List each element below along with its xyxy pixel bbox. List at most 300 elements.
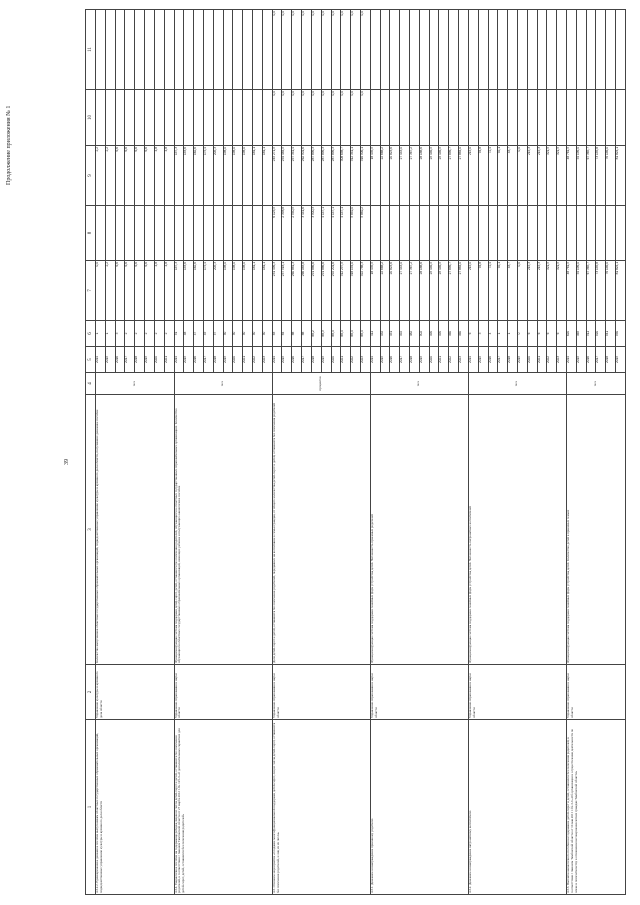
value-cell: 27 443,0: [400, 261, 410, 321]
indicator-cell: Функционирующая система поддержки семейных форм устройства детей. Количество детей в приемных семьях: [567, 395, 626, 665]
value-cell: 29 446,5: [439, 146, 449, 206]
table-row: [567, 10, 577, 895]
value-cell: 4 147,1: [321, 206, 331, 261]
value-cell: 4,8: [164, 261, 174, 321]
value-cell: [449, 10, 459, 90]
value-cell: 2,2: [96, 146, 106, 206]
year-cell: 2015: [380, 347, 390, 373]
year-cell: 2014: [468, 347, 478, 373]
value-cell: 321,9: [547, 261, 557, 321]
value-cell: [223, 10, 233, 90]
section-code-cell: 4.3. Основное мероприятие «Создание многофункциональной поддержки детей-сирот, лиц из числа детей-сирот, оставшихся без попечения родителей, и лиц из их числа»: [272, 720, 370, 895]
year-cell: 2022: [449, 347, 459, 373]
executor-cell: Управление образования и науки области: [567, 665, 626, 720]
value-cell: 27 856,7: [449, 146, 459, 206]
value-cell: 6,6: [135, 261, 145, 321]
value-cell: 29 446,5: [439, 261, 449, 321]
value-cell: [135, 206, 145, 261]
value-cell: 175,4: [203, 261, 213, 321]
value-cell: 0,0: [341, 10, 351, 90]
value-cell: 27 856,7: [449, 261, 459, 321]
value-cell: [616, 206, 626, 261]
value-cell: [468, 206, 478, 261]
executor-cell: Управление образования и науки области: [272, 665, 370, 720]
value-cell: [410, 206, 420, 261]
value-cell: 1: [96, 321, 106, 347]
value-cell: 6: [537, 321, 547, 347]
value-cell: [203, 206, 213, 261]
value-cell: 6: [547, 321, 557, 347]
value-cell: [596, 206, 606, 261]
executor-cell: Управление культуры и архивного дела области: [96, 665, 175, 720]
col-number: 4: [86, 373, 96, 395]
page-number: 39: [64, 459, 70, 465]
year-cell: 2017: [498, 347, 508, 373]
value-cell: 0,0: [292, 90, 302, 146]
value-cell: 0,0: [302, 10, 312, 90]
value-cell: 27 884,0: [459, 261, 469, 321]
value-cell: [596, 90, 606, 146]
section-code-cell: 4.3.4. Ежемесячное пособие на содержание ребенка лицам из числа детей-сирот и детей, оставшихся без попечения родителей, в соответствии с Законом Тамбовской области от 27 марта 2012 г. № 125-З «О дополнительных гарантиях для детей-сирот, детей, оставшихся без попечения родителей»: [174, 720, 272, 895]
value-cell: [203, 10, 213, 90]
value-cell: 219,3: [537, 261, 547, 321]
value-cell: 50: [262, 321, 272, 347]
value-cell: 43,7: [508, 261, 518, 321]
value-cell: [478, 206, 488, 261]
value-cell: [478, 10, 488, 90]
year-cell: 2018: [508, 347, 518, 373]
year-cell: 2020: [429, 347, 439, 373]
indicator-cell: Функционирующая система поддержки семейных форм устройства детей. Численность патронатных воспитателей: [468, 395, 566, 665]
year-cell: 2015: [105, 347, 115, 373]
value-cell: [370, 206, 380, 261]
value-cell: 411: [370, 321, 380, 347]
year-cell: 2023: [360, 347, 370, 373]
section-code-cell: 4.3.3. Выплата ежемесячного пособия на содержание детей-сирот и детей, оставшихся без попечения родителей, в соответствии с Законом Тамбовской области от 10 мая 2011 г. № 3-З «Об организации и осуществлении деятельности по опеке и попечительству в отношении несовершеннолетних граждан Тамбовской области»: [567, 720, 626, 895]
value-cell: 0,0: [311, 90, 321, 146]
value-cell: [154, 206, 164, 261]
value-cell: [135, 10, 145, 90]
col-number: 6: [86, 321, 96, 347]
value-cell: 162,6: [194, 261, 204, 321]
value-cell: 4 147,1: [331, 206, 341, 261]
value-cell: [488, 206, 498, 261]
value-cell: [115, 206, 125, 261]
year-cell: 2018: [606, 347, 616, 373]
value-cell: [547, 90, 557, 146]
year-cell: 2015: [184, 347, 194, 373]
value-cell: 2,2: [105, 146, 115, 206]
value-cell: 18 435,5: [370, 261, 380, 321]
indicator-cell: Количество выпускников областных государственных образовательных организаций, подведомственных управлению культуры и архивного дела области, получивших денежное пособие: [96, 395, 175, 665]
value-cell: [410, 10, 420, 90]
value-cell: [576, 206, 586, 261]
value-cell: [105, 10, 115, 90]
value-cell: 205,3: [213, 261, 223, 321]
value-cell: [194, 90, 204, 146]
value-cell: [262, 10, 272, 90]
value-cell: [537, 10, 547, 90]
value-cell: 76 146,0: [606, 146, 616, 206]
value-cell: 88,4: [360, 321, 370, 347]
value-cell: [517, 206, 527, 261]
value-cell: 205,3: [213, 146, 223, 206]
year-cell: 2022: [351, 347, 361, 373]
value-cell: [253, 90, 263, 146]
value-cell: 4: [488, 321, 498, 347]
value-cell: 0,0: [517, 261, 527, 321]
value-cell: 257 341,4: [292, 146, 302, 206]
value-cell: [184, 90, 194, 146]
value-cell: [380, 206, 390, 261]
value-cell: 0: [517, 321, 527, 347]
value-cell: [243, 10, 253, 90]
value-cell: 6,6: [115, 261, 125, 321]
value-cell: 5 882,2: [360, 206, 370, 261]
year-cell: 2019: [616, 347, 626, 373]
value-cell: 198,0: [233, 261, 243, 321]
value-cell: [370, 10, 380, 90]
value-cell: 0,0: [360, 90, 370, 146]
value-cell: 198,0: [233, 146, 243, 206]
value-cell: 0,0: [321, 10, 331, 90]
value-cell: [439, 206, 449, 261]
value-cell: 48 761,5: [567, 261, 577, 321]
value-cell: 2,2: [105, 261, 115, 321]
year-cell: 2016: [292, 347, 302, 373]
value-cell: 219,3: [527, 261, 537, 321]
value-cell: 0,0: [321, 90, 331, 146]
value-cell: 520: [596, 321, 606, 347]
value-cell: 219,3: [527, 146, 537, 206]
value-cell: 0,0: [282, 90, 292, 146]
year-cell: 2017: [125, 347, 135, 373]
value-cell: 502: [419, 321, 429, 347]
value-cell: 94,8: [478, 261, 488, 321]
table-row: [468, 10, 478, 895]
value-cell: 6: [527, 321, 537, 347]
value-cell: 1: [498, 321, 508, 347]
value-cell: [164, 206, 174, 261]
value-cell: [145, 206, 155, 261]
value-cell: 27 367,2: [410, 146, 420, 206]
value-cell: 48: [184, 321, 194, 347]
value-cell: 73 155,8: [596, 146, 606, 206]
table-row: [96, 10, 106, 895]
value-cell: [459, 90, 469, 146]
value-cell: [164, 10, 174, 90]
value-cell: [517, 90, 527, 146]
value-cell: 0,0: [292, 10, 302, 90]
indicator-cell: Доля детей-сирот и детей, оставшихся без попечения родителей, переданных на воспитание в семьи граждан, от общего количества детей-сирот и детей, оставшихся без попечения родителей: [272, 395, 370, 665]
value-cell: [380, 90, 390, 146]
year-cell: 2015: [478, 347, 488, 373]
value-cell: 28 188,6: [419, 146, 429, 206]
value-cell: 6,6: [125, 261, 135, 321]
value-cell: 88,4: [341, 321, 351, 347]
value-cell: [154, 90, 164, 146]
value-cell: 287 896,3: [311, 146, 321, 206]
value-cell: [508, 206, 518, 261]
value-cell: 27 443,0: [400, 146, 410, 206]
value-cell: 54 196,0: [576, 261, 586, 321]
value-cell: [517, 10, 527, 90]
value-cell: [390, 10, 400, 90]
value-cell: [439, 10, 449, 90]
value-cell: 0,0: [96, 261, 106, 321]
year-cell: 2019: [145, 347, 155, 373]
year-cell: 2016: [488, 347, 498, 373]
value-cell: [586, 90, 596, 146]
value-cell: 0,0: [302, 90, 312, 146]
value-cell: [576, 10, 586, 90]
value-cell: 27 884,0: [459, 146, 469, 206]
value-cell: 83: [272, 321, 282, 347]
value-cell: 92,1: [498, 146, 508, 206]
value-cell: 2: [164, 321, 174, 347]
value-cell: [184, 206, 194, 261]
year-cell: 2016: [390, 347, 400, 373]
value-cell: 181,1: [253, 146, 263, 206]
value-cell: 57: [213, 321, 223, 347]
col-number: 3: [86, 395, 96, 665]
col-number: 1: [86, 720, 96, 895]
value-cell: 0,0: [311, 10, 321, 90]
value-cell: [223, 206, 233, 261]
value-cell: [262, 206, 272, 261]
year-cell: 2019: [321, 347, 331, 373]
value-cell: [498, 10, 508, 90]
value-cell: [459, 10, 469, 90]
value-cell: 287 896,3: [321, 146, 331, 206]
value-cell: 321,9: [557, 146, 567, 206]
value-cell: 88: [302, 321, 312, 347]
value-cell: 6,6: [115, 146, 125, 206]
year-cell: 2021: [243, 347, 253, 373]
value-cell: [233, 206, 243, 261]
value-cell: 22 668,2: [380, 261, 390, 321]
value-cell: 6: [468, 321, 478, 347]
value-cell: [419, 206, 429, 261]
value-cell: 73 155,8: [596, 261, 606, 321]
unit-cell: чел.: [468, 373, 566, 395]
value-cell: [586, 10, 596, 90]
value-cell: 3: [478, 321, 488, 347]
value-cell: 4,8: [164, 146, 174, 206]
year-cell: 2021: [341, 347, 351, 373]
value-cell: 0,0: [351, 90, 361, 146]
value-cell: 3 441,6: [302, 206, 312, 261]
value-cell: [96, 10, 106, 90]
value-cell: 181,1: [253, 261, 263, 321]
executor-cell: Управление образования и науки области: [174, 665, 272, 720]
value-cell: 43,7: [508, 146, 518, 206]
value-cell: 198,0: [223, 261, 233, 321]
value-cell: 316 906,1: [360, 146, 370, 206]
value-cell: 88,4: [351, 321, 361, 347]
value-cell: [154, 10, 164, 90]
column-number-row: [86, 10, 96, 895]
value-cell: 2: [135, 321, 145, 347]
year-cell: 2018: [213, 347, 223, 373]
value-cell: [233, 90, 243, 146]
value-cell: 254 484,5: [282, 146, 292, 206]
value-cell: [557, 206, 567, 261]
value-cell: [105, 206, 115, 261]
table-row: [370, 10, 380, 895]
unit-cell: чел.: [174, 373, 272, 395]
value-cell: [400, 90, 410, 146]
value-cell: [213, 10, 223, 90]
value-cell: [616, 10, 626, 90]
year-cell: 2016: [194, 347, 204, 373]
col-number: 7: [86, 261, 96, 321]
value-cell: 1: [508, 321, 518, 347]
value-cell: [213, 90, 223, 146]
value-cell: [174, 90, 184, 146]
value-cell: 451: [390, 321, 400, 347]
value-cell: 2 540,9: [292, 206, 302, 261]
col-number: 5: [86, 347, 96, 373]
value-cell: [262, 90, 272, 146]
value-cell: 50: [223, 321, 233, 347]
value-cell: [567, 206, 577, 261]
value-cell: [164, 90, 174, 146]
value-cell: 157,3: [174, 261, 184, 321]
value-cell: 492: [400, 321, 410, 347]
value-cell: 321,9: [557, 261, 567, 321]
value-cell: [527, 10, 537, 90]
value-cell: 198,0: [243, 146, 253, 206]
year-cell: 2014: [567, 347, 577, 373]
value-cell: 92,1: [498, 261, 508, 321]
value-cell: 511: [586, 321, 596, 347]
section-code-cell: 4.3.2.2. Единовременное денежное пособие выпускникам областных государственных образовательных организаций, подведомственных управлению культуры и архивного дела области: [96, 720, 175, 895]
value-cell: 0,0: [282, 10, 292, 90]
value-cell: [213, 206, 223, 261]
value-cell: [557, 10, 567, 90]
value-cell: 219,3: [537, 146, 547, 206]
value-cell: 0,0: [351, 10, 361, 90]
value-cell: 49: [203, 321, 213, 347]
year-cell: 2023: [557, 347, 567, 373]
value-cell: 3: [115, 321, 125, 347]
value-cell: [606, 206, 616, 261]
value-cell: 6,6: [125, 146, 135, 206]
value-cell: 29 446,5: [429, 261, 439, 321]
value-cell: 260 881,3: [292, 261, 302, 321]
table-row: [174, 10, 184, 895]
year-cell: 2017: [400, 347, 410, 373]
value-cell: 432: [380, 321, 390, 347]
year-cell: 2017: [203, 347, 213, 373]
value-cell: [419, 10, 429, 90]
value-cell: [488, 90, 498, 146]
value-cell: [586, 206, 596, 261]
value-cell: 322 788,3: [360, 261, 370, 321]
year-cell: 2020: [233, 347, 243, 373]
value-cell: [203, 90, 213, 146]
year-cell: 2021: [439, 347, 449, 373]
value-cell: [547, 10, 557, 90]
value-cell: 550: [616, 321, 626, 347]
value-cell: [419, 90, 429, 146]
value-cell: 482: [410, 321, 420, 347]
value-cell: 67 365,7: [586, 261, 596, 321]
value-cell: 6,6: [135, 146, 145, 206]
year-cell: 2022: [547, 347, 557, 373]
value-cell: 237 518,1: [282, 261, 292, 321]
value-cell: [253, 10, 263, 90]
value-cell: [135, 90, 145, 146]
value-cell: 0,0: [360, 10, 370, 90]
value-cell: 157,3: [174, 146, 184, 206]
value-cell: [194, 206, 204, 261]
year-cell: 2018: [135, 347, 145, 373]
year-cell: 2023: [459, 347, 469, 373]
value-cell: 4 147,1: [341, 206, 351, 261]
value-cell: 175,4: [203, 146, 213, 206]
value-cell: 28 188,6: [419, 261, 429, 321]
value-cell: 18 435,5: [370, 146, 380, 206]
year-cell: 2014: [96, 347, 106, 373]
value-cell: 0,0: [331, 90, 341, 146]
value-cell: [468, 10, 478, 90]
value-cell: 162,6: [194, 146, 204, 206]
value-cell: 5 852,0: [351, 206, 361, 261]
year-cell: 2015: [282, 347, 292, 373]
value-cell: 88,3: [321, 321, 331, 347]
value-cell: 231 496,3: [272, 261, 282, 321]
section-code-cell: 4.3.1. Денежное вознаграждение приемному родителю: [370, 720, 468, 895]
value-cell: 245 271,5: [272, 146, 282, 206]
value-cell: 0,0: [272, 10, 282, 90]
value-cell: 0,0: [517, 146, 527, 206]
value-cell: [508, 90, 518, 146]
value-cell: [616, 90, 626, 146]
value-cell: [145, 10, 155, 90]
value-cell: 54 196,0: [576, 146, 586, 206]
value-cell: [547, 206, 557, 261]
value-cell: 465: [576, 321, 586, 347]
value-cell: [449, 206, 459, 261]
value-cell: [429, 10, 439, 90]
value-cell: 48 761,5: [567, 146, 577, 206]
col-number: 9: [86, 146, 96, 206]
value-cell: 460: [459, 321, 469, 347]
unit-cell: чел.: [96, 373, 175, 395]
value-cell: 88,2: [311, 321, 321, 347]
value-cell: [233, 10, 243, 90]
value-cell: [537, 206, 547, 261]
program-table: [85, 9, 626, 895]
year-cell: 2019: [419, 347, 429, 373]
value-cell: [125, 90, 135, 146]
value-cell: [400, 206, 410, 261]
value-cell: [449, 90, 459, 146]
year-cell: 2018: [410, 347, 420, 373]
value-cell: [390, 90, 400, 146]
value-cell: 308 658,7: [341, 146, 351, 206]
value-cell: 292 201,6: [331, 261, 341, 321]
value-cell: 2: [125, 321, 135, 347]
value-cell: 291 886,6: [321, 261, 331, 321]
value-cell: [390, 206, 400, 261]
value-cell: 47: [194, 321, 204, 347]
value-cell: [429, 90, 439, 146]
value-cell: [125, 10, 135, 90]
value-cell: [606, 90, 616, 146]
